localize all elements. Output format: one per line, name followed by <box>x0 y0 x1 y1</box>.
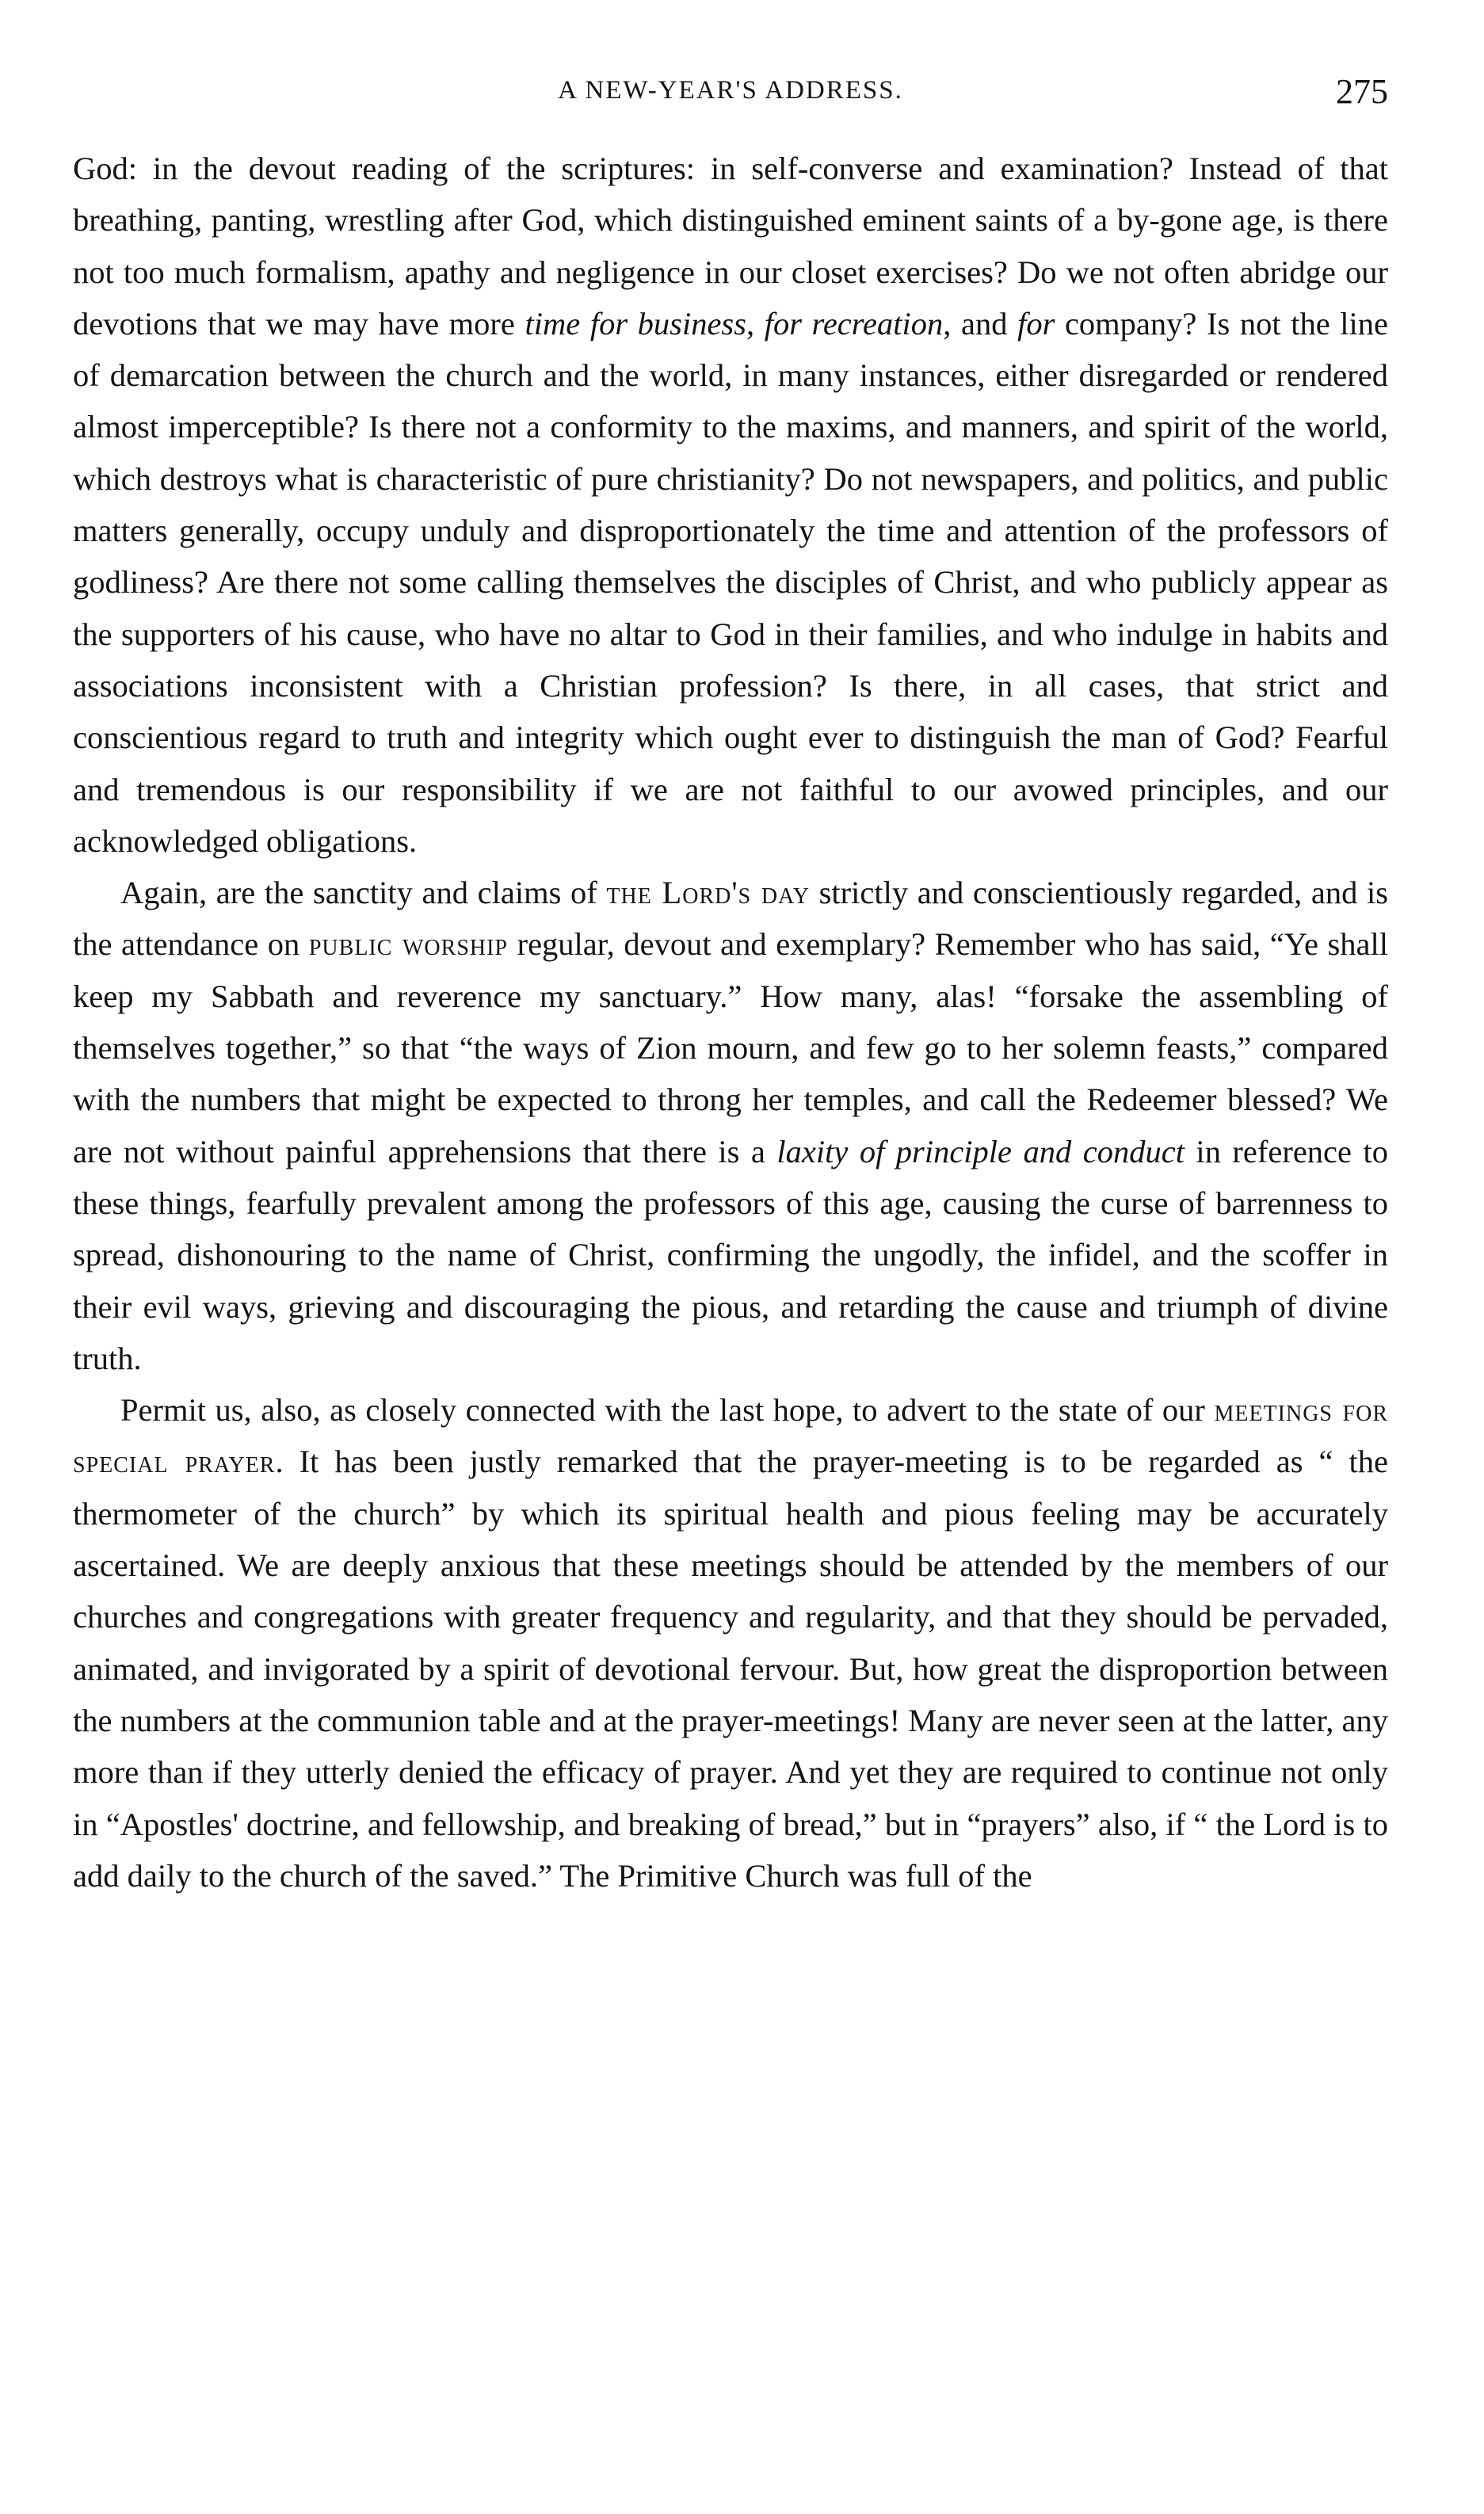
italic-run: laxity of principle and conduct <box>776 1133 1185 1169</box>
text-run: . It has been justly remarked that the prayer-meeting is to be regarded as “ the thermometer of the church” by which its spiritual health and pious feeling may be accurately ascertained. We are deeply anxious that these meetings should be attended by the members of our churches and congregations with greater frequency and regularity, and that they should be pervaded, animated, and invigorated by a spirit of devotional fervour. But, how great the disproportion between the numbers at the communion table and at the prayer-meetings! Many are never seen at the latter, any more than if they utterly denied the efficacy of prayer. And yet they are required to continue not only in “Apostles' doctrine, and fellowship, and breaking of bread,” but in “prayers” also, if “ the Lord is to add daily to the church of the saved.” The Primitive Church was full of the <box>73 1444 1388 1894</box>
running-title: A NEW-YEAR'S ADDRESS. <box>558 76 903 105</box>
text-run: Permit us, also, as closely connected with the last hope, to advert to the state of our <box>120 1392 1215 1429</box>
text-run: , <box>746 305 765 341</box>
text-run: company? Is not the line of demarcation between the church and the world, in many instances, either disregarded or rendered almost imperceptible? Is there not a conformity to the maxims, and manners, and spirit of the world, which destroys what is characteristic of pure christianity? Do not newspapers, and politics, and public matters generally, occupy unduly and disproportionately the time and attention of the professors of godliness? Are there not some calling themselves the disciples of Christ, and who publicly appear as the supporters of his cause, who have no altar to God in their families, and who indulge in habits and associations inconsistent with a Christian profession? Is there, in all cases, that strict and conscientious regard to truth and integrity which ought ever to distinguish the man of God? Fearful and tremendous is our responsibility if we are not faithful to our avowed principles, and our acknowledged obligations. <box>73 305 1389 859</box>
italic-run: for <box>1017 305 1055 341</box>
text-run: Again, are the sanctity and claims of <box>120 875 607 911</box>
small-caps-run: meetings for special prayer <box>73 1392 1389 1480</box>
text-run: in reference to these things, fearfully prevalent among the professors of this age, causing the curse of barrenness to spread, dishonouring to the name of Christ, confirming the ungodly, the infidel, and the scoffer in their evil ways, grieving and discouraging the pious, and retarding the cause and triumph of divine truth. <box>73 1133 1388 1376</box>
italic-run: for business <box>589 305 746 341</box>
running-head <box>73 71 1388 127</box>
text-run: strictly and conscientiously regarded, and is the attendance on <box>73 875 1388 963</box>
text-run: God: in the devout reading of the scriptures: in self-converse and examination? Instead of that breathing, panting, wrestling after God, which distinguished eminent saints of a by-gone age, is there not too much formalism, apathy and negligence in our closet exercises? Do we not often abridge our devotions that we may have more <box>73 151 1388 341</box>
paragraph-3 <box>73 1384 1388 1902</box>
text-run: regular, devout and exemplary? Remember who has said, “Ye shall keep my Sabbath and reverence my sanctuary.” How many, alas! “forsake the assembling of themselves together,” so that “the ways of Zion mourn, and few go to her solemn feasts,” compared with the numbers that might be expected to throng her temples, and call the Redeemer blessed? We are not without painful apprehensions that there is a <box>73 926 1388 1169</box>
text-run <box>580 306 590 341</box>
text-run: , and <box>943 305 1018 341</box>
italic-run: time <box>525 305 581 341</box>
small-caps-run: public worship <box>308 926 509 963</box>
italic-run: for recreation <box>764 305 944 341</box>
book-page <box>73 71 1388 1902</box>
small-caps-run: the Lord's day <box>606 875 810 911</box>
paragraph-2 <box>73 867 1388 1384</box>
page-number: 275 <box>1336 72 1388 111</box>
paragraph-1 <box>73 143 1388 867</box>
